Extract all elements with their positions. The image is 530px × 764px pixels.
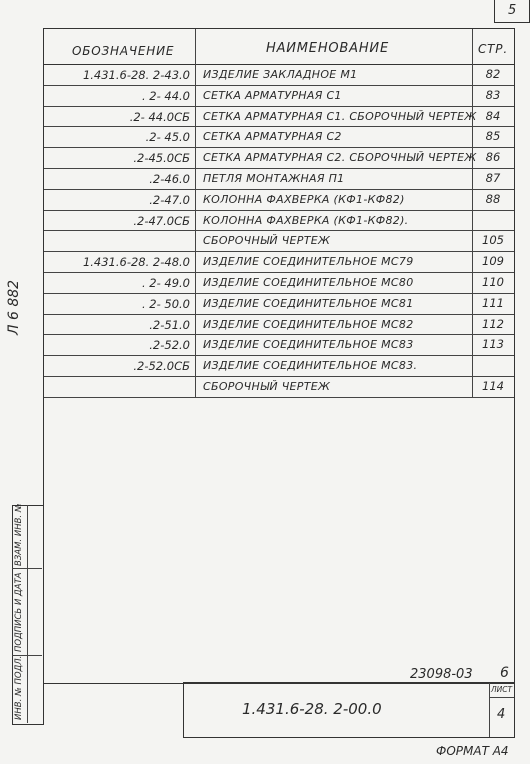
row-designation: .2-46.0 (149, 172, 190, 186)
row-divider (44, 397, 514, 398)
row-designation: 1.431.6-28. 2-48.0 (82, 255, 190, 269)
row-name: СБОРОЧНЫЙ ЧЕРТЕЖ (203, 380, 331, 393)
row-designation: .2-52.0 (149, 338, 190, 352)
row-page: 110 (482, 275, 504, 289)
row-name: КОЛОННА ФАХВЕРКА (КФ1-КФ82). (203, 214, 409, 227)
header-designation: ОБОЗНАЧЕНИЕ (72, 44, 175, 58)
side-col-divider (27, 505, 28, 723)
row-designation: .2- 44.0СБ (129, 110, 190, 124)
row-designation: .2-52.0СБ (133, 359, 190, 373)
row-name: СЕТКА АРМАТУРНАЯ С1 (203, 89, 342, 102)
row-designation: .2-47.0 (149, 193, 190, 207)
row-name: ИЗДЕЛИЕ СОЕДИНИТЕЛЬНОЕ МС83 (203, 338, 414, 351)
row-divider (44, 293, 514, 294)
row-page: 113 (482, 337, 504, 351)
row-name: СБОРОЧНЫЙ ЧЕРТЕЖ (203, 234, 331, 247)
row-name: КОЛОННА ФАХВЕРКА (КФ1-КФ82) (203, 193, 405, 206)
row-designation: . 2- 44.0 (141, 89, 190, 103)
header-page: СТР. (478, 42, 508, 56)
doc-number: 23098-03 (410, 667, 473, 682)
title-sheet-divider (489, 697, 514, 698)
row-name: ИЗДЕЛИЕ СОЕДИНИТЕЛЬНОЕ МС79 (203, 255, 414, 268)
row-page: 111 (482, 296, 504, 310)
side-stamp: Л 6 882 (6, 279, 22, 335)
row-page: 82 (485, 67, 501, 81)
sheet-number: 5 (508, 3, 517, 18)
row-divider (44, 168, 514, 169)
row-divider (44, 355, 514, 356)
row-divider (44, 334, 514, 335)
format-label: ФОРМАТ А4 (436, 744, 509, 758)
side-col-inv: ИНВ. № ПОДЛ. (14, 655, 24, 720)
row-divider (44, 85, 514, 86)
row-page: 114 (482, 379, 504, 393)
row-designation: 1.431.6-28. 2-43.0 (82, 68, 190, 82)
row-designation: .2- 45.0 (145, 130, 190, 144)
row-page: 85 (485, 129, 501, 143)
row-page: 109 (482, 254, 504, 268)
row-name: ИЗДЕЛИЕ ЗАКЛАДНОЕ М1 (203, 68, 358, 81)
side-col-signature: ПОДПИСЬ И ДАТА (14, 572, 24, 652)
row-name: ПЕТЛЯ МОНТАЖНАЯ П1 (203, 172, 345, 185)
row-divider (44, 251, 514, 252)
row-page: 86 (485, 150, 501, 164)
header-name: НАИМЕНОВАНИЕ (266, 41, 389, 56)
header-divider (44, 64, 514, 65)
row-name: СЕТКА АРМАТУРНАЯ С1. СБОРОЧНЫЙ ЧЕРТЕЖ (203, 110, 477, 123)
title-sheet-value: 4 (497, 707, 506, 722)
row-designation: .2-45.0СБ (133, 151, 190, 165)
side-col-replace: ВЗАМ. ИНВ. № (14, 503, 24, 566)
row-divider (44, 126, 514, 127)
row-designation: . 2- 49.0 (141, 276, 190, 290)
side-row-divider-1 (12, 568, 42, 569)
title-block-divider (489, 683, 490, 737)
row-page: 112 (482, 317, 504, 331)
row-divider (44, 210, 514, 211)
title-designation: 1.431.6-28. 2-00.0 (242, 700, 382, 718)
row-name: ИЗДЕЛИЕ СОЕДИНИТЕЛЬНОЕ МС82 (203, 318, 414, 331)
row-divider (44, 376, 514, 377)
doc-number-suffix: 6 (500, 665, 509, 681)
row-designation: .2-51.0 (149, 318, 190, 332)
row-divider (44, 106, 514, 107)
row-divider (44, 314, 514, 315)
title-sheet-label: ЛИСТ (491, 685, 513, 694)
row-page: 84 (485, 109, 501, 123)
row-designation: .2-47.0СБ (133, 214, 190, 228)
row-page: 88 (485, 192, 501, 206)
row-name: ИЗДЕЛИЕ СОЕДИНИТЕЛЬНОЕ МС81 (203, 297, 414, 310)
row-page: 105 (482, 233, 504, 247)
row-page: 83 (485, 88, 501, 102)
row-page: 87 (485, 171, 501, 185)
row-name: ИЗДЕЛИЕ СОЕДИНИТЕЛЬНОЕ МС80 (203, 276, 414, 289)
row-designation: . 2- 50.0 (141, 297, 190, 311)
row-name: СЕТКА АРМАТУРНАЯ С2 (203, 130, 342, 143)
row-divider (44, 230, 514, 231)
row-divider (44, 189, 514, 190)
row-name: ИЗДЕЛИЕ СОЕДИНИТЕЛЬНОЕ МС83. (203, 359, 418, 372)
row-divider (44, 147, 514, 148)
row-divider (44, 272, 514, 273)
row-name: СЕТКА АРМАТУРНАЯ С2. СБОРОЧНЫЙ ЧЕРТЕЖ (203, 151, 477, 164)
